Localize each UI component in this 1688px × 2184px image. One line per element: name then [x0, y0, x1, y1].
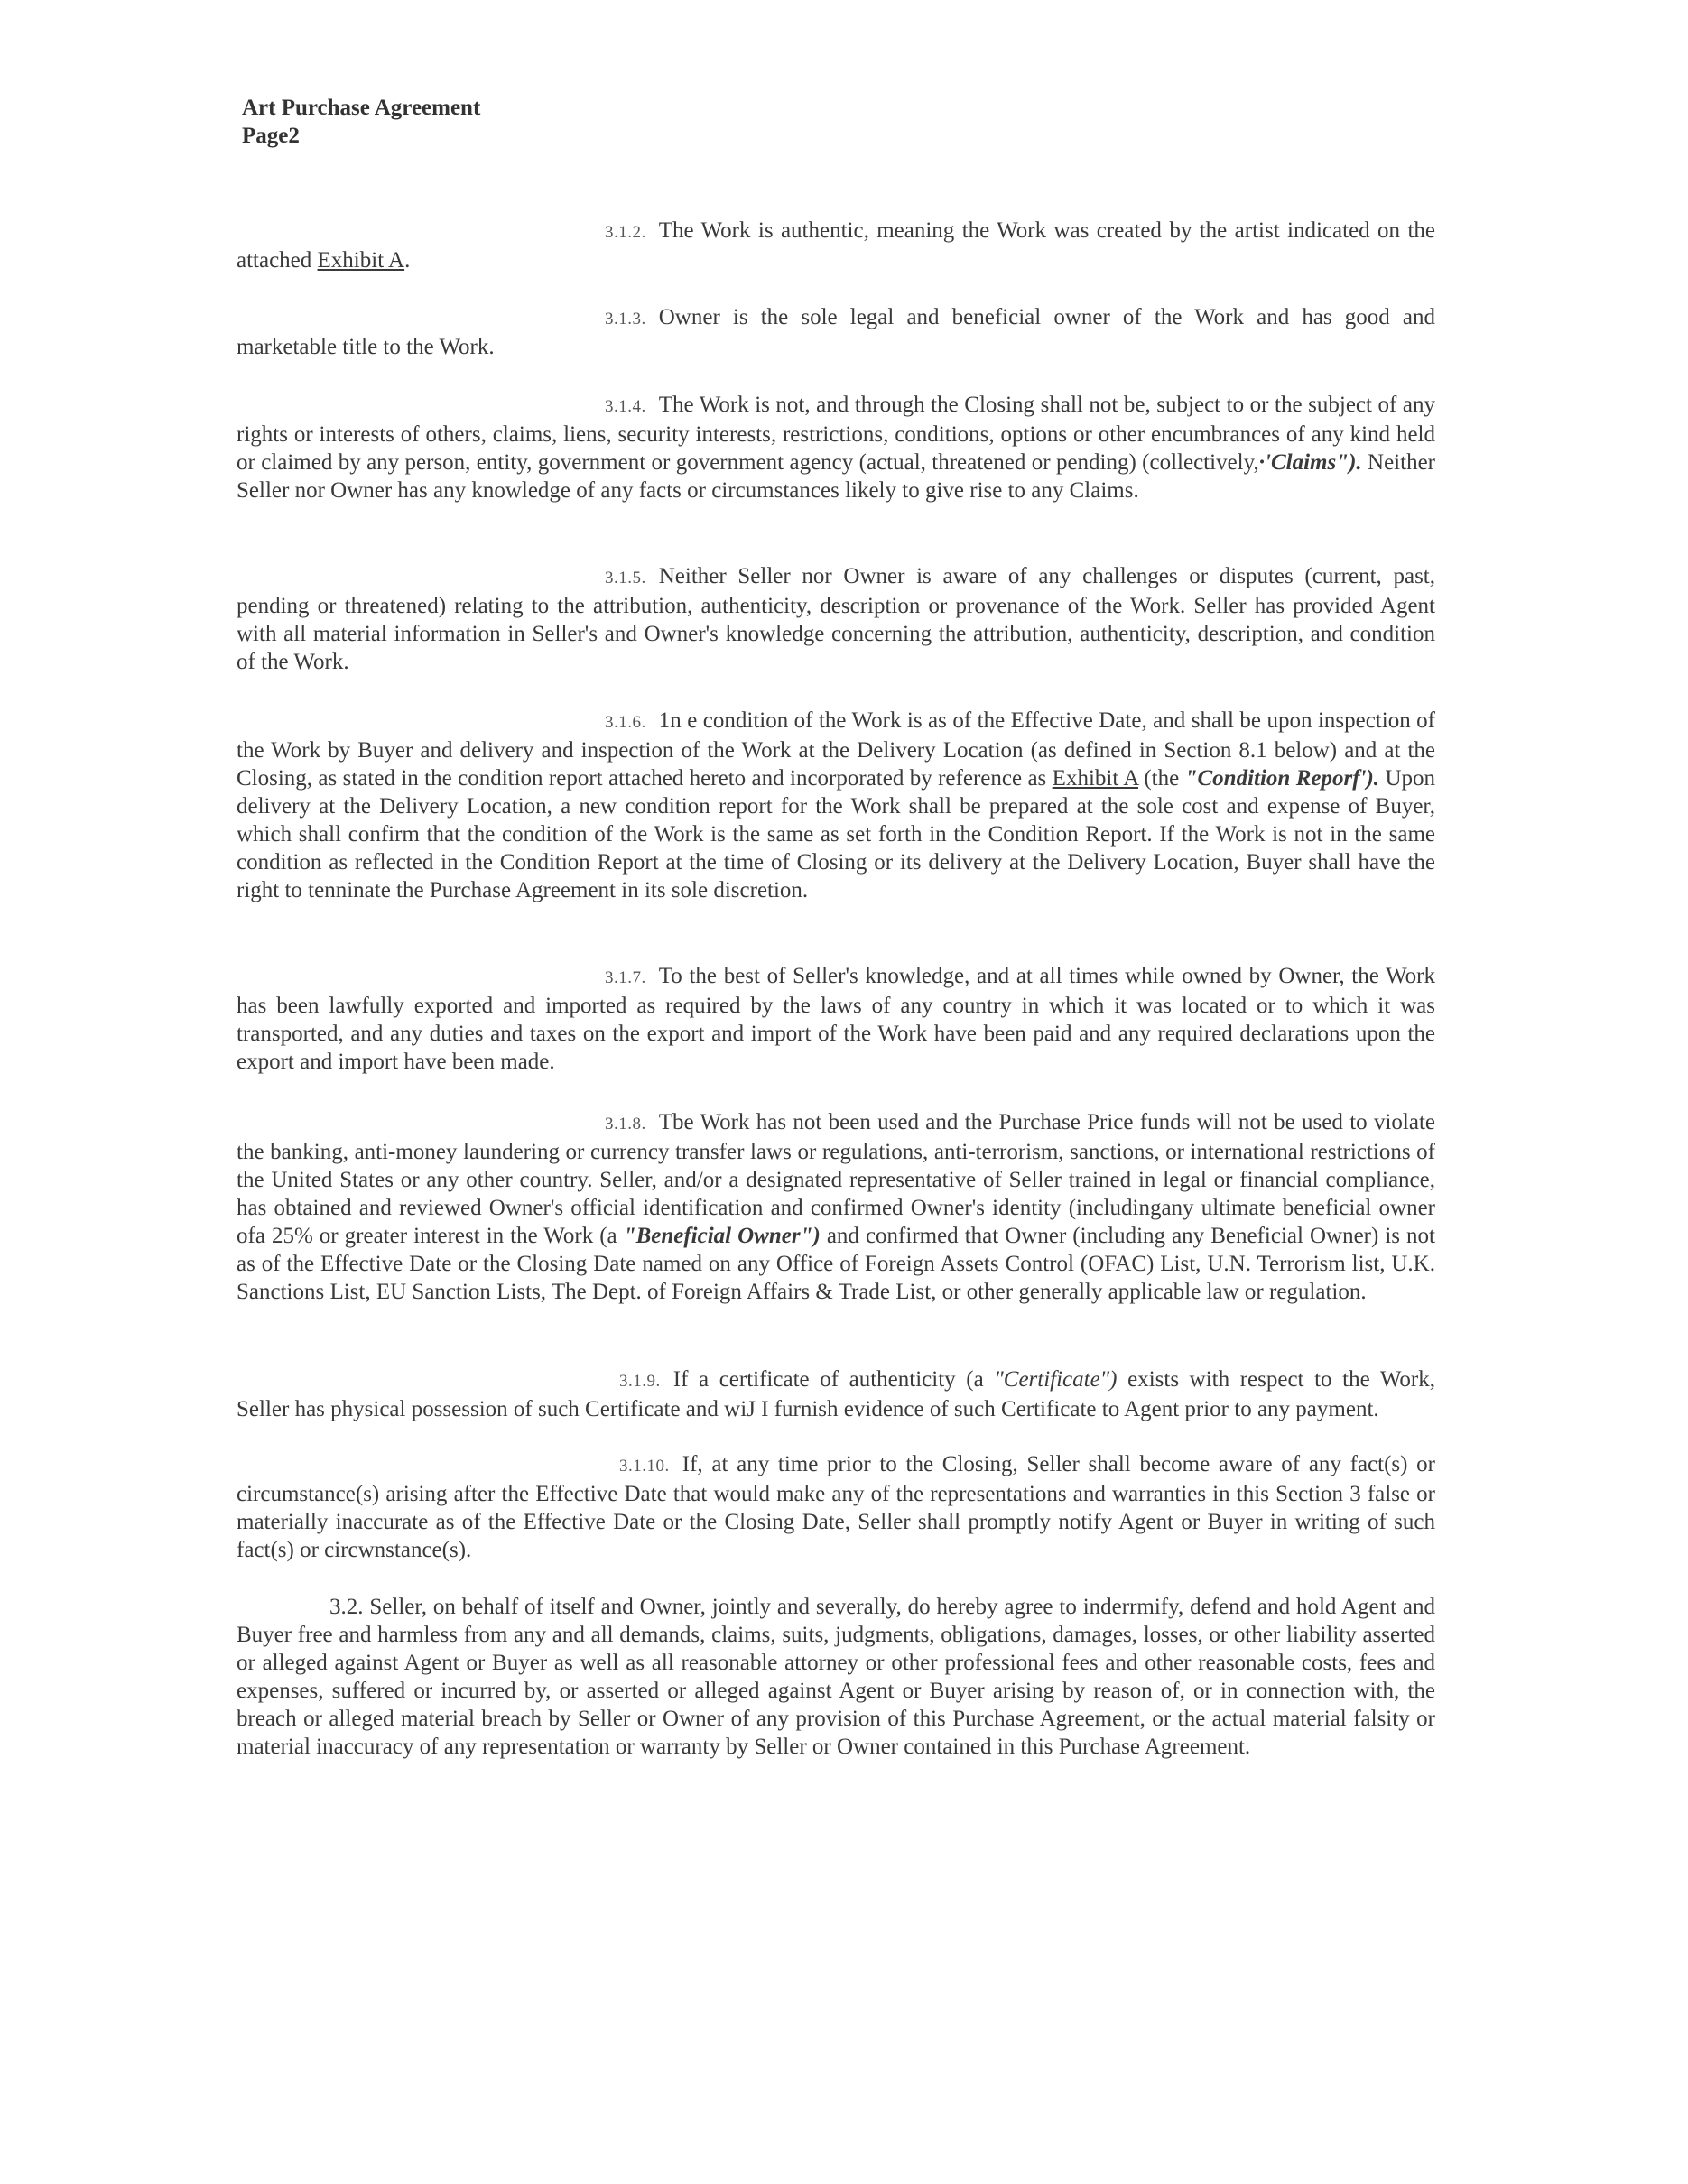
- section-text: Seller, on behalf of itself and Owner, jointly and severally, do hereby agree to inderrmify, defend and hold Agent and Buyer free and harmless from any and all demands, claims, suits, judgments, obligations, damages, losses, or other liability asserted or alleged against Agent or Buyer as well as all reasonable attorney or other professional fees and other reasonable costs, fees and expenses, suffered or incurred by, or asserted or alleged against Agent or Buyer arising by reason of, or in connection with, the breach or alleged material breach by Seller or Owner of any provision of this Purchase Agreement, or the actual material falsity or material inaccuracy of any representation or warranty by Seller or Owner contained in this Purchase Agreement.: [237, 1595, 1435, 1759]
- section-text: If, at any time prior to the Closing, Seller shall become aware of any fact(s) or circumstance(s) arising after the Effective Date that would make any of the representations and warranties in this Section 3 false or materially inaccurate as of the Effective Date or the Closing Date, Seller shall promptly notify Agent or Buyer in writing of such fact(s) or circwnstance(s).: [237, 1452, 1435, 1562]
- exhibit-a-reference: Exhibit A: [1052, 766, 1138, 791]
- section-text-cont: exists with respect to the Work, Seller has physical possession of such Certificate and wiJ I furnish evidence of such Certificate to Agent prior to any payment.: [237, 1367, 1435, 1421]
- section-3-1-8: [237, 1108, 1435, 1306]
- section-text-cont: Neither Seller nor Owner has any knowledge of any facts or circumstances likely to give rise to any Claims.: [237, 450, 1435, 503]
- page-header: [242, 94, 480, 150]
- section-number: 3.1.5.: [605, 569, 646, 588]
- section-3-1-9: [237, 1365, 1435, 1423]
- section-text: Neither Seller nor Owner is aware of any challenges or disputes (current, past, pending or threatened) relating to the attribution, authenticity, description or provenance of the Work. Seller has provided Agent with all material information in Seller's and Owner's knowledge concerning the attribution, authenticity, description, and condition of the Work.: [237, 564, 1435, 674]
- section-number: 3.1.7.: [605, 968, 646, 987]
- section-text-cont: (the: [1137, 766, 1185, 791]
- section-number: 3.1.9.: [619, 1372, 661, 1391]
- section-number: 3.1.2.: [605, 223, 646, 242]
- section-number: 3.1.3.: [605, 310, 646, 329]
- section-number: 3.1.6.: [605, 713, 646, 732]
- exhibit-a-reference: Exhibit A: [317, 248, 405, 273]
- section-3-1-10: [237, 1450, 1435, 1564]
- section-text-cont: and confirmed that Owner (including any Beneficial Owner) is not as of the Effective Date or the Closing Date named on any Office of Foreign Assets Control (OFAC) List, U.N. Terrorism list, U.K. Sanctions List, EU Sanction Lists, The Dept. of Foreign Affairs & Trade List, or other generally applicable law or regulation.: [237, 1224, 1435, 1304]
- section-3-1-7: [237, 962, 1435, 1076]
- section-text-cont: Upon delivery at the Delivery Location, a new condition report for the Work shall be prepared at the sole cost and expense of Buyer, which shall confirm that the condition of the Work is the same as set forth in the Condition Report. If the Work is not in the same condition as reflected in the Condition Report at the time of Closing or its delivery at the Delivery Location, Buyer shall have the right to tenninate the Purchase Agreement in its sole discretion.: [237, 766, 1436, 902]
- page-number: Page2: [242, 124, 300, 148]
- defined-term-condition-report: "Condition Reporf').: [1184, 766, 1380, 791]
- defined-term-beneficial-owner: "Beneficial Owner"): [623, 1224, 821, 1248]
- section-3-1-3: [237, 303, 1435, 361]
- section-text: 1n e condition of the Work is as of the Effective Date, and shall be upon inspection of the Work by Buyer and delivery and inspection of the Work at the Delivery Location (as defined in Section 8.1 below) and at the Closing, as stated in the condition report attached hereto and incorporated by reference as: [237, 708, 1435, 791]
- section-3-2: [237, 1593, 1435, 1761]
- section-number: 3.1.10.: [619, 1457, 670, 1476]
- section-3-1-6: [237, 707, 1435, 904]
- section-number: 3.2.: [329, 1595, 364, 1619]
- section-3-1-4: [237, 391, 1435, 504]
- section-number: 3.1.8.: [605, 1115, 646, 1134]
- punctuation: .: [404, 248, 411, 273]
- section-3-1-5: [237, 562, 1435, 676]
- defined-term-claims: ·'Claims").: [1258, 450, 1362, 475]
- section-text: To the best of Seller's knowledge, and at all times while owned by Owner, the Work has been lawfully exported and imported as required by the laws of any country in which it was located or to which it was transported, and any duties and taxes on the export and import of the Work have been paid and any required declarations upon the export and import have been made.: [237, 964, 1435, 1074]
- section-3-1-2: [237, 217, 1435, 274]
- section-text: If a certificate of authenticity (a: [672, 1367, 995, 1392]
- section-number: 3.1.4.: [605, 397, 646, 416]
- section-text: Tbe Work has not been used and the Purchase Price funds will not be used to violate the banking, anti-money laundering or currency transfer laws or regulations, anti-terrorism, sanctions, or international restrictions of the United States or any other country. Seller, and/or a designated representative of Seller trained in legal or financial compliance, has obtained and reviewed Owner's official identification and confirmed Owner's identity (includingany ultimate beneficial owner ofa 25% or greater interest in the Work (a: [237, 1110, 1435, 1248]
- defined-term-certificate: "Certificate"): [994, 1367, 1118, 1392]
- section-text: The Work is not, and through the Closing shall not be, subject to or the subject of any rights or interests of others, claims, liens, security interests, restrictions, conditions, options or other encumbrances of any kind held or claimed by any person, entity, government or government agency (actual, threatened or pending) (collectively,: [237, 393, 1435, 475]
- section-text: Owner is the sole legal and beneficial owner of the Work and has good and marketable title to the Work.: [237, 305, 1435, 359]
- section-text: The Work is authentic, meaning the Work was created by the artist indicated on the attached: [237, 218, 1435, 273]
- document-title: Art Purchase Agreement: [242, 96, 481, 120]
